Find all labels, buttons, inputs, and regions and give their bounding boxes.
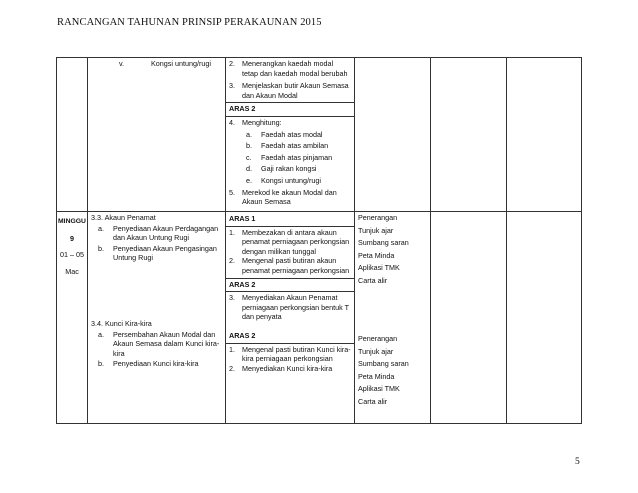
empty-cell [507,212,582,424]
week-cell-empty [57,58,88,212]
activity-item: Penerangan [358,334,398,343]
list-item: 2. Mengenal pasti butiran akaun penamat perniagaan perkongsian [229,256,350,275]
week-number: 9 [70,233,74,243]
list-item: 2. Menyediakan Kunci kira-kira [229,363,333,373]
week-range: 01 – 05 [60,250,84,260]
activity-item: Carta alir [358,275,388,285]
week-month: Mac [65,266,79,276]
divider [226,226,354,227]
divider [226,278,354,279]
activity-item: Tunjuk ajar [358,346,394,356]
sub-list-item: c. Faedah atas pinjaman [246,152,333,162]
table-row [57,212,582,424]
sub-list-item: d. Gaji rakan kongsi [246,164,317,174]
list-item: 5. Merekod ke akaun Modal dan Akaun Semasa [229,187,337,207]
empty-cell [431,212,507,424]
learning-outcomes-cell [226,212,355,424]
topic-cell [88,58,226,212]
activities-cell [355,212,431,424]
page-number: 5 [575,457,580,467]
sub-list-item: e. Kongsi untung/rugi [246,175,321,185]
list-item: 4. Menghitung: [229,117,282,127]
activity-item: Sumbang saran [358,359,409,368]
list-item: 2. Menerangkan kaedah modal tetap dan kaedah modal berubah [229,59,348,78]
learning-outcomes-cell [226,58,355,212]
level-heading: ARAS 2 [229,330,256,340]
list-item: 1. Mengenal pasti butiran Kunci kira-kira perniagaan perkongsian [229,344,351,364]
activity-item: Penerangan [358,213,398,222]
sub-list-item: b. Penyediaan Akaun Pengasingan Untung Rugi [98,243,217,263]
week-cell [57,212,88,424]
table-row [57,58,582,212]
activity-item: Tunjuk ajar [358,225,394,235]
sub-list-item: b. Penyediaan Kunci kira-kira [98,359,199,369]
activity-item: Sumbang saran [358,238,409,247]
list-item: 3. Menyediakan Akaun Penamat perniagaan perkongsian bentuk T dan penyata [229,293,349,322]
list-item: 1. Membezakan di antara akaun penamat perniagaan perkongsian dengan milikan tunggal [229,227,350,256]
divider [226,343,354,344]
sub-list-item: a. Faedah atas modal [246,129,323,139]
level-heading: ARAS 2 [229,279,256,289]
divider [226,102,354,103]
activity-item: Aplikasi TMK [358,384,400,393]
empty-cell [507,58,582,212]
topic-cell [88,212,226,424]
divider [226,291,354,292]
topic-heading: 3.4. Kunci Kira-kira [91,318,152,328]
sub-list-item: b. Faedah atas ambilan [246,141,329,151]
yearly-plan-table [56,57,582,424]
divider [226,116,354,117]
activity-item: Peta Minda [358,371,395,381]
level-heading: ARAS 2 [229,104,256,114]
activity-item: Aplikasi TMK [358,263,400,272]
sub-list-item: a. Penyediaan Akaun Perdagangan dan Akaun Untung Rugi [98,223,219,243]
week-label: MINGGU [58,218,86,225]
level-heading: ARAS 1 [229,214,256,223]
sub-list-item: a. Persembahan Akaun Modal dan Akaun Semasa dalam Kunci kira-kira [98,329,220,358]
document-title: RANCANGAN TAHUNAN PRINSIP PERAKAUNAN 2015 [57,17,322,28]
activities-cell-empty [355,58,431,212]
activity-item: Peta Minda [358,250,395,260]
activity-item: Carta alir [358,396,388,406]
topic-heading: 3.3. Akaun Penamat [91,213,156,222]
list-item: 3. Menjelaskan butir Akaun Semasa dan Akaun Modal [229,81,349,100]
list-item: v. Kongsi untung/rugi [119,59,211,68]
empty-cell [431,58,507,212]
